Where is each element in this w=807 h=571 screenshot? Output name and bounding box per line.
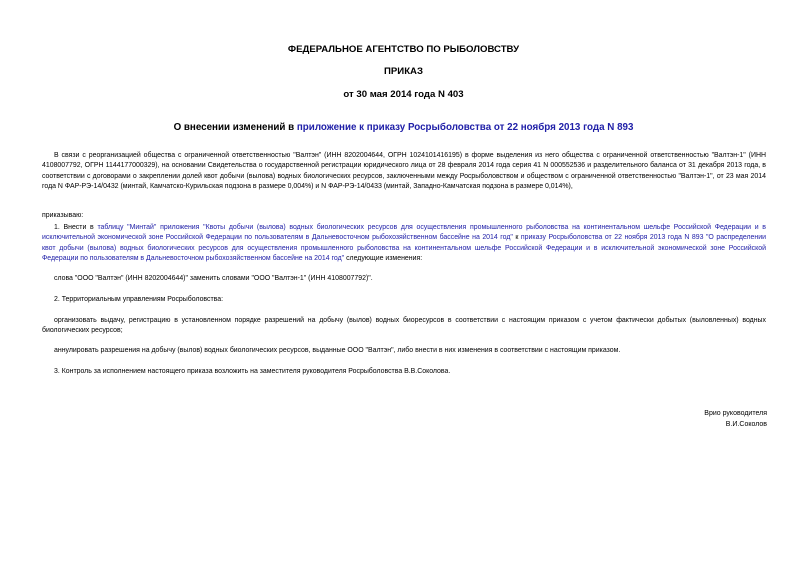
item-1-suffix: следующие изменения: bbox=[344, 254, 423, 262]
item-1-table-link[interactable]: таблицу "Минтай" приложения "Квоты добычи (вылова) водных биологических ресурсов для осуществления промышленного рыболовства на континентальном шельфе Российской Федерации и в исключительной экономической зоне Российской Федерации по пользователям в Дальневосточном рыбохозяйственном бассейне на 2014 год" bbox=[42, 224, 766, 242]
doc-date-number: от 30 мая 2014 года N 403 bbox=[343, 89, 464, 100]
item-1-middle: к bbox=[512, 234, 521, 242]
doc-type-heading: ПРИКАЗ bbox=[384, 66, 423, 77]
item-1-order-link[interactable]: приказу Росрыболовства от 22 ноября 2013 года N 893 "О распределении квот добычи (вылова) водных биологических ресурсов для осуществления промышленного рыболовства на континентальном шельфе Российской Федерации и в исключительной экономической зоне Российской Федерации по пользователям в Дальневосточном рыбохозяйственном бассейне на 2014 год" bbox=[42, 234, 767, 262]
signature-position: Врио руководителя bbox=[704, 410, 767, 417]
doc-title-link[interactable]: приложение к приказу Росрыболовства от 22 ноября 2013 года N 893 bbox=[296, 122, 634, 133]
item-2-paragraph: 2. Территориальным управлениям Росрыболовства: bbox=[54, 296, 224, 303]
preamble-paragraph: В связи с реорганизацией общества с ограниченной ответственностью "Валтэн" (ИНН 8202004644, ОГРН 1024101416195) в форме выделения из него общества с ограниченной ответственностью "Валтэн-1" (ИНН 4108007792, ОГРН 1144177000329), на основании Свидетельства о государственной регистрации юридического лица от 28 февраля 2014 года серия 41 N 000552536 и разделительного баланса от 31 декабря 2013 года, в соответствии с договорами о закреплении долей квот добычи (вылова) водных биологических ресурсов, заключенными между Росрыболовством и обществом с ограниченной ответственностью "Валтэн-1", от 23 мая 2014 года N ФАР-РЭ-14/0432 (минтай, Камчатско-Курильская подзона в размере 0,004%) и N ФАР-РЭ-14/0433 (минтай, Западно-Камчатская подзона в размере 0,014%), bbox=[42, 152, 766, 190]
item-2b-paragraph: аннулировать разрешения на добычу (вылов) водных биологических ресурсов, выданные ООО "Валтэн", либо внести в них изменения в соответствии с настоящим приказом. bbox=[54, 347, 621, 354]
signature-name: В.И.Соколов bbox=[725, 421, 767, 428]
doc-title-prefix: О внесении изменений в bbox=[173, 122, 297, 133]
item-1-prefix: 1. Внести в bbox=[54, 224, 98, 231]
item-1-paragraph bbox=[42, 223, 766, 264]
replace-paragraph: слова "ООО "Валтэн" (ИНН 8202004644)" заменить словами "ООО "Валтэн-1" (ИНН 4108007792)". bbox=[54, 275, 373, 282]
item-3-paragraph: 3. Контроль за исполнением настоящего приказа возложить на заместителя руководителя Росрыболовства В.В.Соколова. bbox=[54, 368, 451, 375]
item-2a-paragraph: организовать выдачу, регистрацию в установленном порядке разрешений на добычу (вылов) водных биоресурсов в соответствии с настоящим приказом с учетом фактически добытых (выловленных) водных биологических ресурсов; bbox=[42, 317, 766, 335]
order-word: приказываю: bbox=[42, 212, 84, 219]
doc-title bbox=[0, 122, 807, 133]
agency-heading: ФЕДЕРАЛЬНОЕ АГЕНТСТВО ПО РЫБОЛОВСТВУ bbox=[287, 44, 520, 55]
